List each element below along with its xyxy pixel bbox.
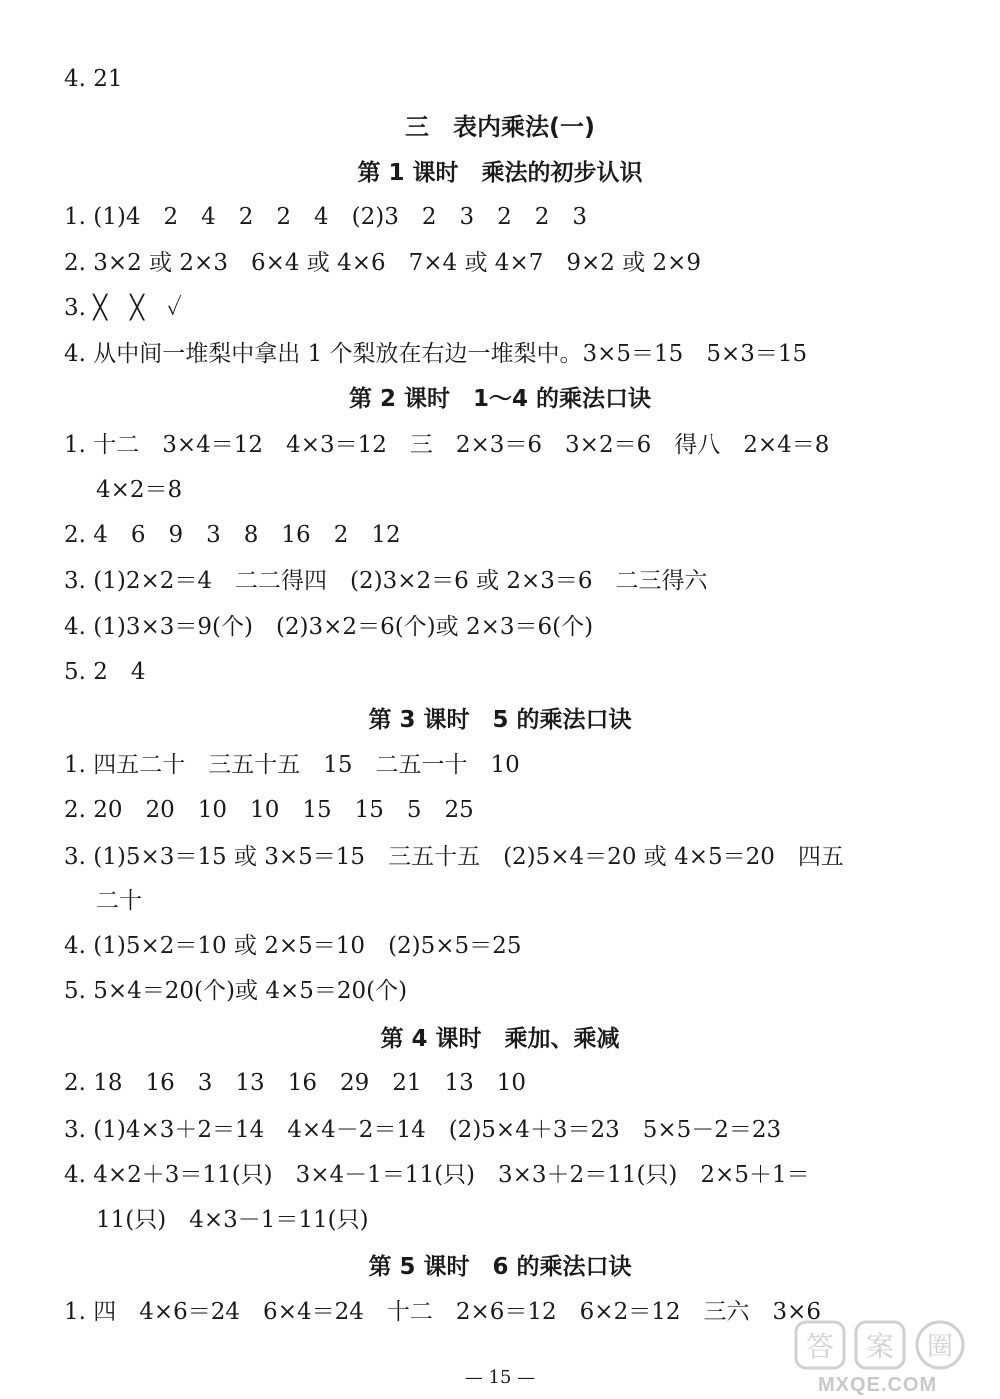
lesson-1-title: 第 1 课时 乘法的初步认识 <box>357 160 643 186</box>
answer-line: 5. 5×4＝20(个)或 4×5＝20(个) <box>64 978 408 1004</box>
lesson-3-title: 第 3 课时 5 的乘法口诀 <box>368 707 632 733</box>
answer-line-continued: 11(只) 4×3－1＝11(只) <box>96 1207 369 1233</box>
chapter-title: 三 表内乘法(一) <box>405 113 595 141</box>
watermark-char-3: 圈 <box>926 1332 954 1362</box>
lesson-4-title: 第 4 课时 乘加、乘减 <box>380 1026 620 1052</box>
watermark-char-1: 答 <box>805 1330 835 1363</box>
page-number: — 15 — <box>464 1367 536 1388</box>
answer-line: 4. (1)3×3＝9(个) (2)3×2＝6(个)或 2×3＝6(个) <box>64 614 594 640</box>
answer-line: 3. (1)5×3＝15 或 3×5＝15 三五十五 (2)5×4＝20 或 4×5＝20 四五 <box>64 844 844 870</box>
answer-line-continued: 二十 <box>96 888 142 914</box>
answer-line: 1. 四五二十 三五十五 15 二五一十 10 <box>64 752 520 778</box>
answer-line: 4. 4×2＋3＝11(只) 3×4－1＝11(只) 3×3＋2＝11(只) 2×5＋1＝ <box>64 1162 810 1188</box>
answer-line: 4. 21 <box>64 66 123 92</box>
answer-line: 3. (1)4×3＋2＝14 4×4－2＝14 (2)5×4＋3＝23 5×5－2＝23 <box>64 1117 782 1143</box>
answer-line: 2. 3×2 或 2×3 6×4 或 4×6 7×4 或 4×7 9×2 或 2×9 <box>64 250 702 276</box>
answer-line: 3. (1)2×2＝4 二二得四 (2)3×2＝6 或 2×3＝6 二三得六 <box>64 568 708 594</box>
answer-line: 3. ╳ ╳ ✓ <box>64 295 182 321</box>
watermark-char-2: 案 <box>865 1330 895 1363</box>
watermark-site: MXQE.COM <box>818 1374 938 1396</box>
lesson-2-title: 第 2 课时 1～4 的乘法口诀 <box>348 386 652 412</box>
answer-line: 1. 四 4×6＝24 6×4＝24 十二 2×6＝12 6×2＝12 三六 3×6 <box>64 1299 822 1325</box>
answer-line: 5. 2 4 <box>64 659 146 685</box>
answer-line: 2. 4 6 9 3 8 16 2 12 <box>64 522 401 548</box>
answer-line: 2. 20 20 10 10 15 15 5 25 <box>64 797 474 823</box>
answer-line-continued: 4×2＝8 <box>96 477 183 503</box>
lesson-5-title: 第 5 课时 6 的乘法口诀 <box>368 1254 632 1280</box>
answer-line: 1. (1)4 2 4 2 2 4 (2)3 2 3 2 2 3 <box>64 204 588 230</box>
answer-line: 4. (1)5×2＝10 或 2×5＝10 (2)5×5＝25 <box>64 933 522 959</box>
answer-line: 1. 十二 3×4＝12 4×3＝12 三 2×3＝6 3×2＝6 得八 2×4＝8 <box>64 432 830 458</box>
answer-line: 2. 18 16 3 13 16 29 21 13 10 <box>64 1070 527 1096</box>
answer-line: 4. 从中间一堆梨中拿出 1 个梨放在右边一堆梨中。3×5＝15 5×3＝15 <box>64 341 808 367</box>
